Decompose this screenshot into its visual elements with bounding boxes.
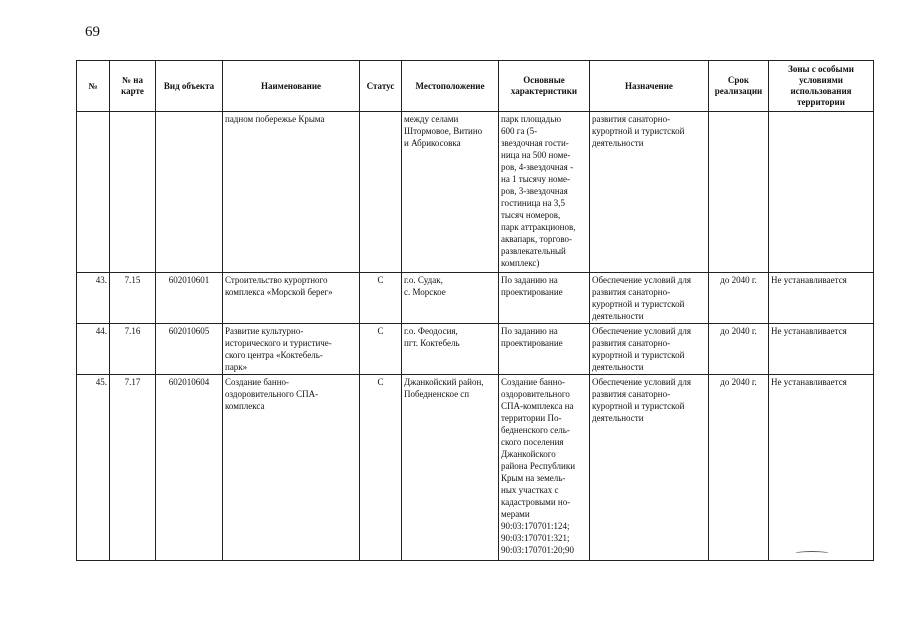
row-location: г.о. Судак, с. Морское xyxy=(402,273,499,324)
header-map-num: № на карте xyxy=(110,61,156,112)
header-num: № xyxy=(77,61,110,112)
table-row xyxy=(77,112,874,273)
row-map-num: 7.16 xyxy=(110,324,156,375)
row-location: между селами Штормовое, Витино и Абрикосовка xyxy=(402,112,499,273)
header-zones: Зоны с особыми условиями использования территории xyxy=(769,61,874,112)
row-characteristics: парк площадью 600 га (5- звездочная гости- ница на 500 номе- ров, 4-звездочная - на 1 тысячу номе- ров, 3-звездочная гостиница на 3,5 тысяч номеров, парк аттракционов, аквапарк, торгово- развлекательный комплекс) xyxy=(499,112,590,273)
row-characteristics: Создание банно- оздоровительного СПА-комплекса на территории По- бедненского сель- ского поселения Джанкойского района Республики Крым на земель- ных участках с кадастровыми но- мерами 90:03:170701:124; 90:03:170701:321; 90:03:170701:20;90 xyxy=(499,375,590,561)
row-term: до 2040 г. xyxy=(709,375,769,561)
row-zones: Не устанавливается xyxy=(769,375,874,561)
row-object-type: 602010601 xyxy=(156,273,223,324)
row-status xyxy=(360,112,402,273)
header-term: Срок реализации xyxy=(709,61,769,112)
row-status: С xyxy=(360,375,402,561)
row-name: Создание банно- оздоровительного СПА- комплекса xyxy=(223,375,360,561)
page-number: 69 xyxy=(85,24,100,40)
row-object-type: 602010604 xyxy=(156,375,223,561)
row-name: Развитие культурно- исторического и туристиче- ского центра «Коктебель- парк» xyxy=(223,324,360,375)
row-purpose: Обеспечение условий для развития санаторно- курортной и туристской деятельности xyxy=(590,375,709,561)
row-characteristics: По заданию на проектирование xyxy=(499,273,590,324)
table-row xyxy=(77,273,874,324)
row-status: С xyxy=(360,273,402,324)
row-location: Джанкойский район, Победненское сп xyxy=(402,375,499,561)
header-characteristics: Основные характеристики xyxy=(499,61,590,112)
row-characteristics: По заданию на проектирование xyxy=(499,324,590,375)
header-object-type: Вид объекта xyxy=(156,61,223,112)
row-zones: Не устанавливается xyxy=(769,324,874,375)
row-map-num: 7.17 xyxy=(110,375,156,561)
objects-table xyxy=(76,60,874,561)
row-location: г.о. Феодосия, пгт. Коктебель xyxy=(402,324,499,375)
row-object-type xyxy=(156,112,223,273)
row-name: Строительство курортного комплекса «Морской берег» xyxy=(223,273,360,324)
row-term: до 2040 г. xyxy=(709,273,769,324)
table-header-row xyxy=(77,61,874,112)
table-row xyxy=(77,324,874,375)
row-status: С xyxy=(360,324,402,375)
header-location: Местоположение xyxy=(402,61,499,112)
row-zones: Не устанавливается xyxy=(769,273,874,324)
stamp-mark xyxy=(795,551,829,556)
row-num: 43. xyxy=(77,273,110,324)
row-map-num xyxy=(110,112,156,273)
row-name: падном побережье Крыма xyxy=(223,112,360,273)
row-term: до 2040 г. xyxy=(709,324,769,375)
row-purpose: Обеспечение условий для развития санаторно- курортной и туристской деятельности xyxy=(590,273,709,324)
header-name: Наименование xyxy=(223,61,360,112)
header-status: Статус xyxy=(360,61,402,112)
row-num: 44. xyxy=(77,324,110,375)
row-num xyxy=(77,112,110,273)
row-purpose: Обеспечение условий для развития санаторно- курортной и туристской деятельности xyxy=(590,324,709,375)
row-num: 45. xyxy=(77,375,110,561)
row-purpose: развития санаторно- курортной и туристской деятельности xyxy=(590,112,709,273)
row-zones xyxy=(769,112,874,273)
header-purpose: Назначение xyxy=(590,61,709,112)
row-map-num: 7.15 xyxy=(110,273,156,324)
row-object-type: 602010605 xyxy=(156,324,223,375)
table-row xyxy=(77,375,874,561)
row-term xyxy=(709,112,769,273)
